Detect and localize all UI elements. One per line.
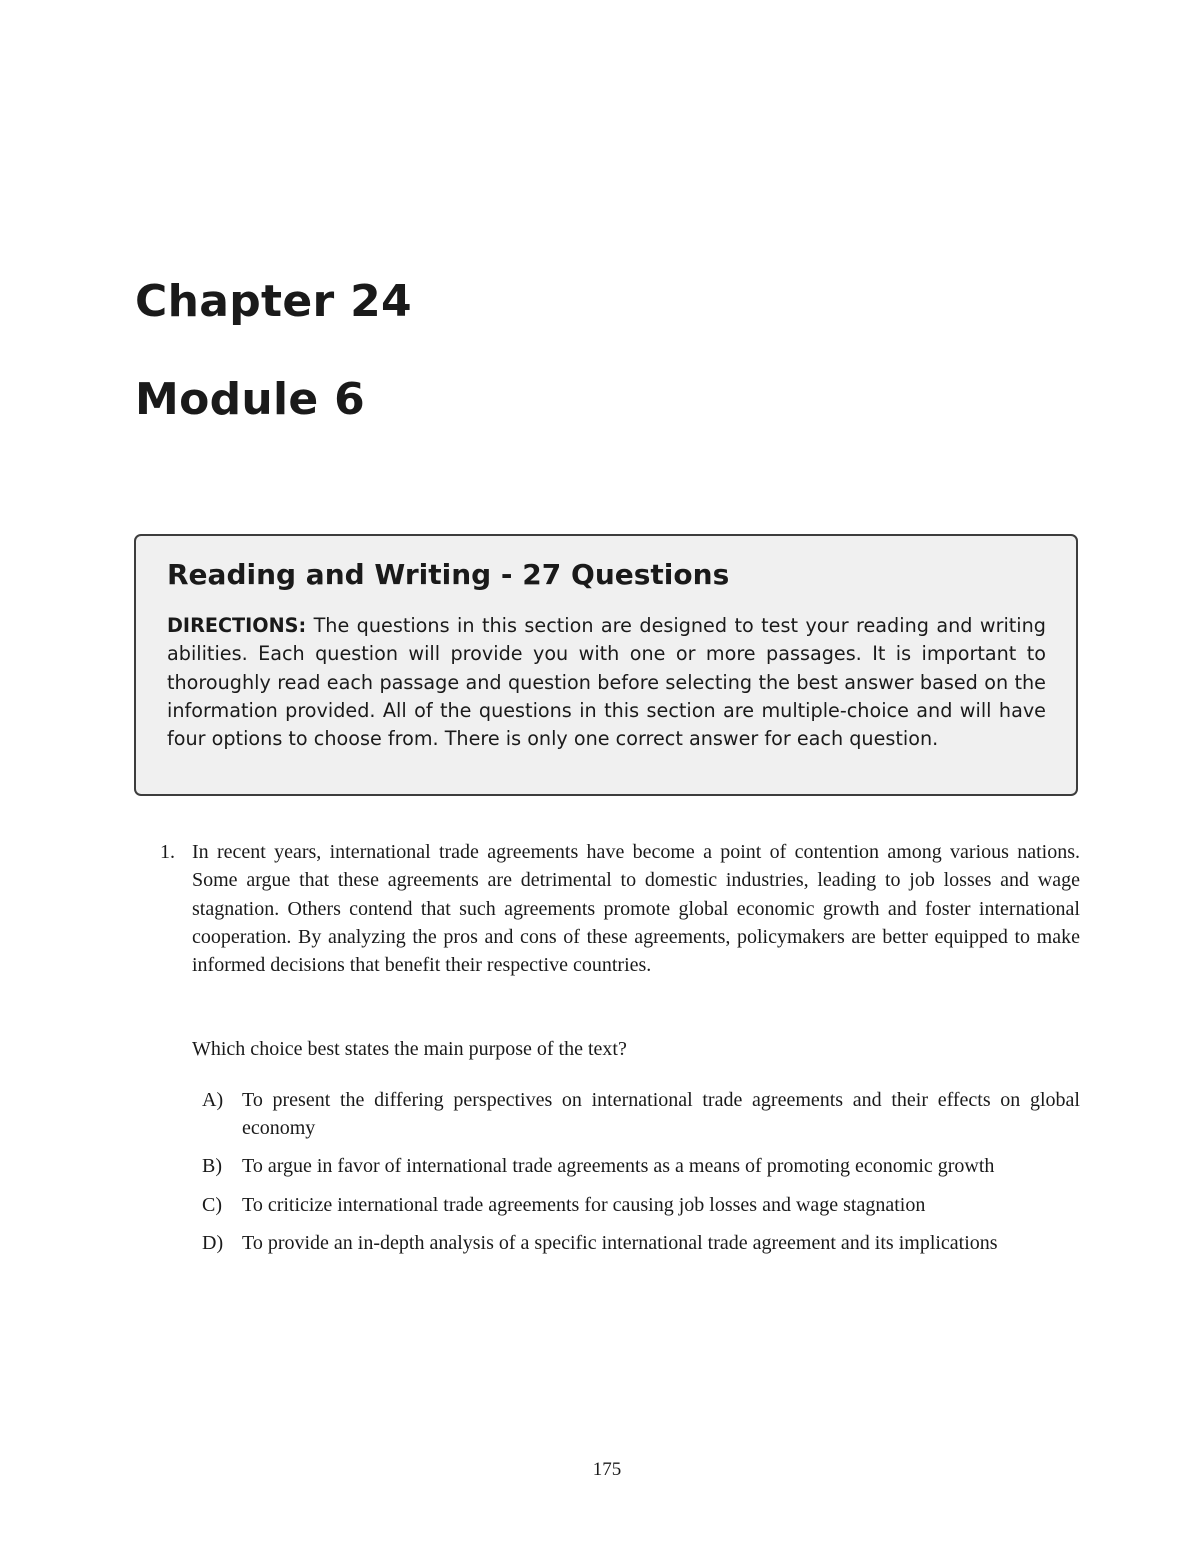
section-heading: Reading and Writing - 27 Questions [167, 558, 730, 591]
directions-body: The questions in this section are designed to test your reading and writing abilities. Each question will provide you with one or more passages. It is important to thoroughly read each passage and question before selecting the best answer based on the information provided. All of the questions in this section are multiple-choice and will have four options to choose from. There is only one correct answer for each question. [167, 614, 1046, 751]
choice-letter: A) [202, 1088, 224, 1111]
question-prompt: Which choice best states the main purpose of the text? [192, 1038, 627, 1061]
answer-choices [160, 1086, 1080, 1257]
question-passage: In recent years, international trade agreements have become a point of contention among various nations. Some argue that these agreements are detrimental to domestic industries, leading to job losses and wage stagnation. Others contend that such agreements promote global economic growth and foster international cooperation. By analyzing the pros and cons of these agreements, policymakers are better equipped to make informed decisions that benefit their respective countries. [192, 841, 1080, 977]
choice-text: To criticize international trade agreements for causing job losses and wage stagnation [242, 1193, 926, 1216]
question-number: 1. [160, 841, 175, 863]
choice-c[interactable] [160, 1191, 1080, 1219]
choice-text: To present the differing perspectives on international trade agreements and their effects on global economy [242, 1088, 1080, 1140]
choice-a[interactable] [160, 1086, 1080, 1143]
directions-text [167, 612, 1046, 753]
choice-text: To argue in favor of international trade agreements as a means of promoting economic growth [242, 1155, 995, 1178]
page-number: 175 [592, 1459, 622, 1480]
choice-letter: C) [202, 1193, 222, 1216]
directions-box [134, 534, 1078, 796]
choice-letter: B) [202, 1155, 222, 1178]
choice-letter: D) [202, 1231, 224, 1254]
choice-text: To provide an in-depth analysis of a specific international trade agreement and its implications [242, 1231, 998, 1254]
module-title: Module 6 [135, 374, 366, 425]
chapter-title: Chapter 24 [135, 276, 412, 327]
question-1 [160, 838, 1080, 1267]
choice-b[interactable] [160, 1152, 1080, 1180]
directions-label: DIRECTIONS: [167, 614, 307, 637]
choice-d[interactable] [160, 1229, 1080, 1257]
